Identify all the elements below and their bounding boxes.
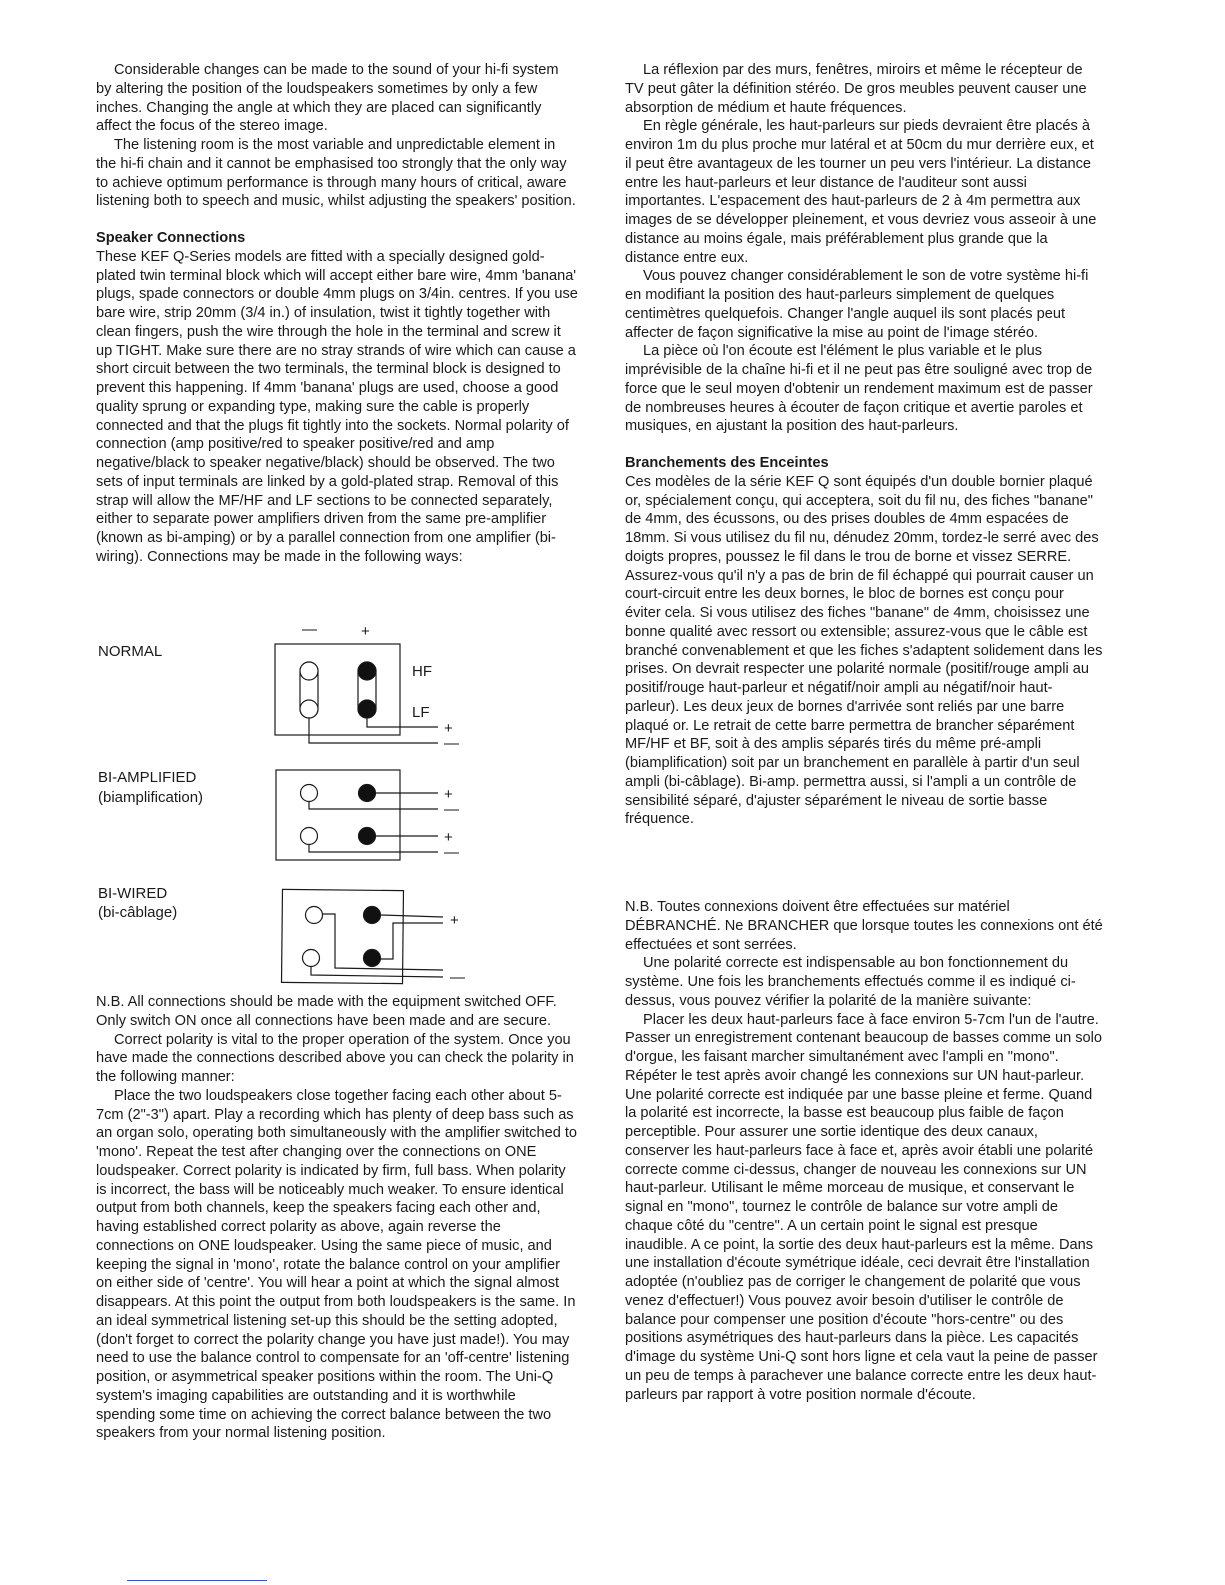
diagram-label-biwired: BI-WIRED bbox=[98, 885, 168, 902]
paragraph: Placer les deux haut-parleurs face à face environ 5-7cm l'un de l'autre. Passer un enregistrement contenant beaucoup de basses comme un solo d'orgue, les faisant marcher simultanément avec l'ampli en "mono". Répéter le test après avoir changé les connexions sur UN haut-parleur. Une polarité correcte est indiquée par une basse pleine et ferme. Quand la polarité est incorrecte, la basse est beaucoup plus faible de façon perceptible. Pour assurer une sortie identique des deux canaux, conserver les haut-parleurs face à face et, après avoir établi une polarité correcte comme ci-dessus, changer de nouveau les connexions sur UN haut-parleur. Utilisant le même morceau de musique, et conservant le signal en "mono", tournez le contrôle de balance sur votre ampli de chaque côté du "centre". A un certain point le signal est presque inaudible. A ce point, la sortie des deux haut-parleurs est la même. Dans une installation d'écoute symétrique idéale, ceci devrait être l'installation adoptée (n'oubliez pas de corriger le changement de polarité que vous venez d'effectuer!) Vous pouvez avoir besoin d'utiliser le contrôle de balance pour compenser une position d'écoute "hors-centre" ou des positions asymétriques des haut-parleurs dans la pièce. Les capacités d'image du système Uni-Q sont hors ligne et cela vaut la peine de passer un peu de temps à parachever une balance correcte entre les deux haut-parleurs par rapport à votre position normale d'écoute. bbox=[625, 1011, 1103, 1403]
plus-label: + bbox=[361, 623, 370, 640]
paragraph: Place the two loudspeakers close together facing each other about 5-7cm (2"-3") apart. Play a recording which has plenty of deep bass such as an organ solo, operating both simultaneously with the amplifier switched to 'mono'. Repeat the test after changing over the connections on ONE loudspeaker. Correct polarity is indicated by firm, full bass. When polarity is incorrect, the bass will be noticeably much weaker. To ensure identical output from both channels, keep the speakers facing each other and, having established correct polarity as above, again reverse the connections on ONE loudspeaker. Using the same piece of music, and keeping the signal in 'mono', rotate the balance control on your amplifier on either side of 'centre'. You will hear a point at which the signal almost disappears. At this point the output from both loudspeakers is the same. In an ideal symmetrical listening set-up this should be the setting adopted, (don't forget to correct the polarity change you have just made!). You may need to use the balance control to compensate for an 'off-centre' listening position, or asymmetrical speaker positions within the room. The Uni-Q system's imaging capabilities are outstanding and it is worthwhile spending some time on achieving the correct balance between the two speakers from your normal listening position. bbox=[96, 1087, 578, 1442]
plus-label: + bbox=[444, 786, 453, 803]
paragraph: N.B. All connections should be made with the equipment switched OFF. Only switch ON once all connections have been made and are secure. bbox=[96, 994, 557, 1029]
french-section-intro bbox=[625, 61, 1103, 829]
paragraph: Considerable changes can be made to the sound of your hi-fi system by altering the position of the loudspeakers sometimes by only a few inches. Changing the angle at which they are placed can significantly affect the focus of the stereo image. bbox=[96, 62, 559, 135]
wiring-diagrams bbox=[90, 610, 490, 990]
minus-label: — bbox=[444, 735, 459, 752]
diagram-label-normal: NORMAL bbox=[98, 643, 163, 660]
lf-label: LF bbox=[412, 704, 430, 721]
minus-label: — bbox=[444, 844, 459, 861]
paragraph: Correct polarity is vital to the proper operation of the system. Once you have made the connections described above you can check the polarity in the following manner: bbox=[96, 1031, 574, 1085]
plus-label: + bbox=[444, 829, 453, 846]
diagram-label-biwired-fr: (bi-câblage) bbox=[98, 904, 178, 921]
hf-label: HF bbox=[412, 663, 432, 680]
terminal-block-normal bbox=[275, 644, 400, 735]
plus-label: + bbox=[450, 912, 459, 929]
french-section-polarity bbox=[625, 898, 1103, 1404]
minus-label: — bbox=[302, 621, 317, 638]
english-section-polarity bbox=[96, 993, 578, 1443]
section-heading: Branchements des Enceintes bbox=[625, 455, 829, 471]
minus-label: — bbox=[444, 801, 459, 818]
paragraph: Vous pouvez changer considérablement le son de votre système hi-fi en modifiant la position des haut-parleurs simplement de quelques centimètres quelquefois. Changer l'angle auquel ils sont placés peut affecter de façon significative la mise au point de l'image stéréo. bbox=[625, 268, 1089, 341]
paragraph: The listening room is the most variable and unpredictable element in the hi-fi chain and it cannot be emphasised too strongly that the only way to achieve optimum performance is through many hours of critical, aware listening both to speech and music, whilst adjusting the speakers' position. bbox=[96, 137, 576, 210]
section-heading: Speaker Connections bbox=[96, 230, 246, 246]
paragraph: La réflexion par des murs, fenêtres, miroirs et même le récepteur de TV peut gâter la définition stéréo. De gros meubles peuvent causer une absorption de médium et haute fréquences. bbox=[625, 62, 1087, 116]
scan-artifact-line bbox=[127, 1580, 267, 1581]
paragraph: La pièce où l'on écoute est l'élément le plus variable et le plus imprévisible de la chaîne hi-fi et il ne peut pas être souligné avec trop de force que le seul moyen d'obtenir un rendement maximum est de passer de nombreuses heures à écouter de façon critique et avertie paroles et musiques, en ajustant la position des haut-parleurs. bbox=[625, 343, 1093, 435]
diagram-label-biamp: BI-AMPLIFIED bbox=[98, 769, 197, 786]
english-section-intro bbox=[96, 61, 578, 567]
paragraph: Une polarité correcte est indispensable au bon fonctionnement du système. Une fois les branchements effectués comme il es indiqué ci-dessus, vous pouvez vérifier la polarité de la manière suivante: bbox=[625, 955, 1076, 1009]
paragraph: En règle générale, les haut-parleurs sur pieds devraient être placés à environ 1m du plus proche mur latéral et at 50cm du mur derrière eux, et il peut être avantageux de les tourner un peu vers l'intérieur. La distance entre les haut-parleurs et leur distance de l'auditeur sont aussi importantes. L'espacement des haut-parleurs de 2 à 4m permettra aux images de se développer pleinement, et vous devriez vous asseoir à une distance au moins égale, mais préférablement plus grande que la distance entre eux. bbox=[625, 118, 1097, 266]
paragraph: N.B. Toutes connexions doivent être effectuées sur matériel DÉBRANCHÉ. Ne BRANCHER que lorsque toutes les connexions ont été effectuées et sont serrées. bbox=[625, 899, 1103, 953]
diagram-label-biamp-fr: (biamplification) bbox=[98, 789, 204, 806]
plus-label: + bbox=[444, 720, 453, 737]
paragraph: These KEF Q-Series models are fitted with a specially designed gold-plated twin terminal block which will accept either bare wire, 4mm 'banana' plugs, spade connectors or double 4mm plugs on 3/4in. centres. If you use bare wire, strip 20mm (3/4 in.) of insulation, twist it tightly together with clean fingers, push the wire through the hole in the terminal and screw it up TIGHT. Make sure there are no stray strands of wire which can cause a short circuit between the two terminals, the terminal block is designed to prevent this happening. If 4mm 'banana' plugs are used, choose a good quality sprung or expanding type, making sure the cable is properly connected and that the plugs fit tightly into the sockets. Normal polarity of connection (amp positive/red to speaker positive/red and amp negative/black to speaker negative/black) should be observed. The two sets of input terminals are linked by a gold-plated strap. Removal of this strap will allow the MF/HF and LF sections to be connected separately, either to separate power amplifiers driven from the same pre-amplifier (known as bi-amping) or by a parallel connection from one amplifier (bi-wiring). Connections may be made in the following ways: bbox=[96, 248, 578, 565]
paragraph: Ces modèles de la série KEF Q sont équipés d'un double bornier plaqué or, spécialement conçu, qui acceptera, soit du fil nu, des fiches "banane" de 4mm, des écussons, ou des prises doubles de 4mm espacées de 18mm. Si vous utilisez du fil nu, dénudez 20mm, tordez-le serré avec des doigts propres, poussez le fil dans le trou de borne et vissez SERRE. Assurez-vous qu'il n'y a pas de brin de fil échappé qui pourrait causer un court-circuit entre les deux bornes, le bloc de bornes est conçu pour éviter cela. Si vous utilisez des fiches "banane" de 4mm, choisissez une bonne qualité avec ressort ou extensible; assurez-vous que le câble est branché convenablement et que les fiches s'adaptent solidement dans les prises. On devrait respecter une polarité normale (positif/rouge ampli au positif/rouge haut-parleur et négatif/noir ampli au négatif/noir haut-parleur). Les deux jeux de bornes d'arrivée sont reliés par une barre plaqué or. Le retrait de cette barre permettra de brancher séparément MF/HF et BF, soit à des amplis séparés tirés du même pré-ampli (biamplification) soit par un branchement en parallèle à partir d'un seul ampli (bi-câblage). Bi-amp. permettra aussi, si l'ampli a un contrôle de sensibilité séparé, d'ajuster séparément le niveau de sortie basse fréquence. bbox=[625, 473, 1103, 828]
terminal-block-biamp bbox=[276, 770, 400, 860]
minus-label: — bbox=[450, 969, 465, 986]
